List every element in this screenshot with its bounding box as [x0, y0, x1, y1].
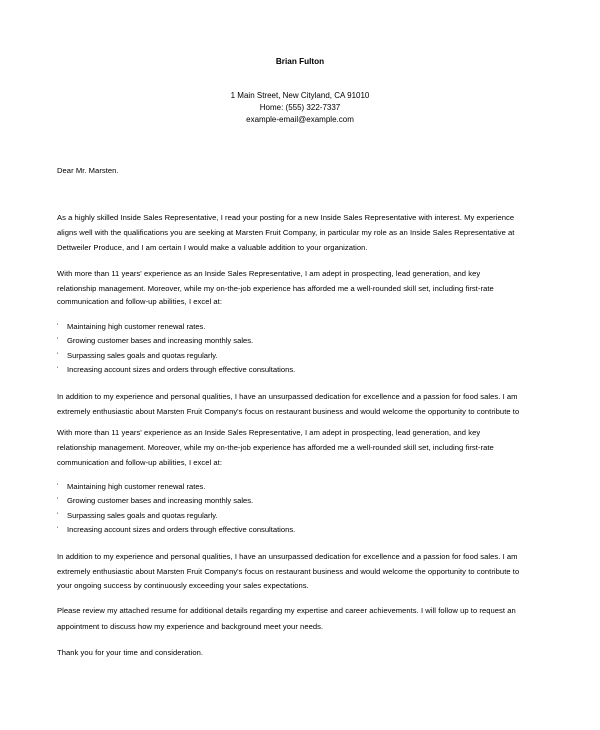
paragraph-line: With more than 11 years' experience as an Inside Sales Representative, I am adept in prospecting, lead generation, and key	[57, 269, 481, 278]
list-item-text: Growing customer bases and increasing monthly sales.	[67, 496, 254, 505]
list-item-text: Maintaining high customer renewal rates.	[67, 482, 206, 491]
list-item	[57, 364, 295, 376]
paragraph-line: aligns well with the qualifications you are seeking at Marsten Fruit Company, in particular my role as an Inside Sales Representative at	[57, 228, 515, 237]
list-item	[57, 350, 218, 362]
sender-phone: Home: (555) 322-7337	[259, 103, 341, 112]
list-item	[57, 321, 205, 333]
list-item	[57, 495, 253, 507]
list-item	[57, 335, 253, 347]
list-item-text: Increasing account sizes and orders through effective consultations.	[67, 525, 296, 534]
paragraph-line: Please review my attached resume for additional details regarding my expertise and career achievements. I will follow up to request an	[57, 606, 516, 615]
bullet-mark: '	[57, 324, 59, 330]
list-item	[57, 510, 218, 522]
paragraph-line: extremely enthusiastic about Marsten Fruit Company's focus on restaurant business and would welcome the opportunity to contribute to	[57, 567, 520, 576]
closing-line: Thank you for your time and consideration.	[57, 648, 204, 657]
paragraph-line: With more than 11 years' experience as an Inside Sales Representative, I am adept in prospecting, lead generation, and key	[57, 428, 481, 437]
sender-email: example-email@example.com	[246, 115, 354, 124]
paragraph-line: relationship management. Moreover, while my on-the-job experience has afforded me a well-rounded skill set, including first-rate	[57, 284, 494, 293]
bullet-mark: '	[57, 338, 59, 344]
paragraph-line: In addition to my experience and personal qualities, I have an unsurpassed dedication for excellence and a passion for food sales. I am	[57, 392, 518, 401]
list-item-text: Increasing account sizes and orders through effective consultations.	[67, 365, 296, 374]
bullet-mark: '	[57, 513, 59, 519]
paragraph-line: In addition to my experience and personal qualities, I have an unsurpassed dedication for excellence and a passion for food sales. I am	[57, 552, 518, 561]
salutation: Dear Mr. Marsten.	[57, 166, 119, 175]
bullet-mark: '	[57, 527, 59, 533]
paragraph-line: appointment to discuss how my experience and background meet your needs.	[57, 622, 324, 631]
paragraph-line: communication and follow-up abilities, I excel at:	[57, 458, 223, 467]
paragraph-line: extremely enthusiastic about Marsten Fruit Company's focus on restaurant business and would welcome the opportunity to contribute to	[57, 407, 520, 416]
paragraph-line: As a highly skilled Inside Sales Representative, I read your posting for a new Inside Sales Representative with interest. My experience	[57, 213, 515, 222]
bullet-mark: '	[57, 353, 59, 359]
list-item-text: Surpassing sales goals and quotas regularly.	[67, 511, 218, 520]
bullet-mark: '	[57, 498, 59, 504]
bullet-mark: '	[57, 367, 59, 373]
list-item	[57, 481, 205, 493]
sender-address: 1 Main Street, New Cityland, CA 91010	[230, 91, 370, 100]
sender-name: Brian Fulton	[275, 57, 325, 66]
paragraph-line: your ongoing success by continuously exceeding your sales expectations.	[57, 581, 309, 590]
bullet-mark: '	[57, 484, 59, 490]
paragraph-line: relationship management. Moreover, while my on-the-job experience has afforded me a well-rounded skill set, including first-rate	[57, 443, 494, 452]
list-item-text: Growing customer bases and increasing monthly sales.	[67, 336, 254, 345]
list-item-text: Surpassing sales goals and quotas regularly.	[67, 351, 218, 360]
list-item-text: Maintaining high customer renewal rates.	[67, 322, 206, 331]
paragraph-line: communication and follow-up abilities, I excel at:	[57, 297, 223, 306]
list-item	[57, 524, 295, 536]
paragraph-line: Dettweiler Produce, and I am certain I would make a valuable addition to your organization.	[57, 243, 368, 252]
